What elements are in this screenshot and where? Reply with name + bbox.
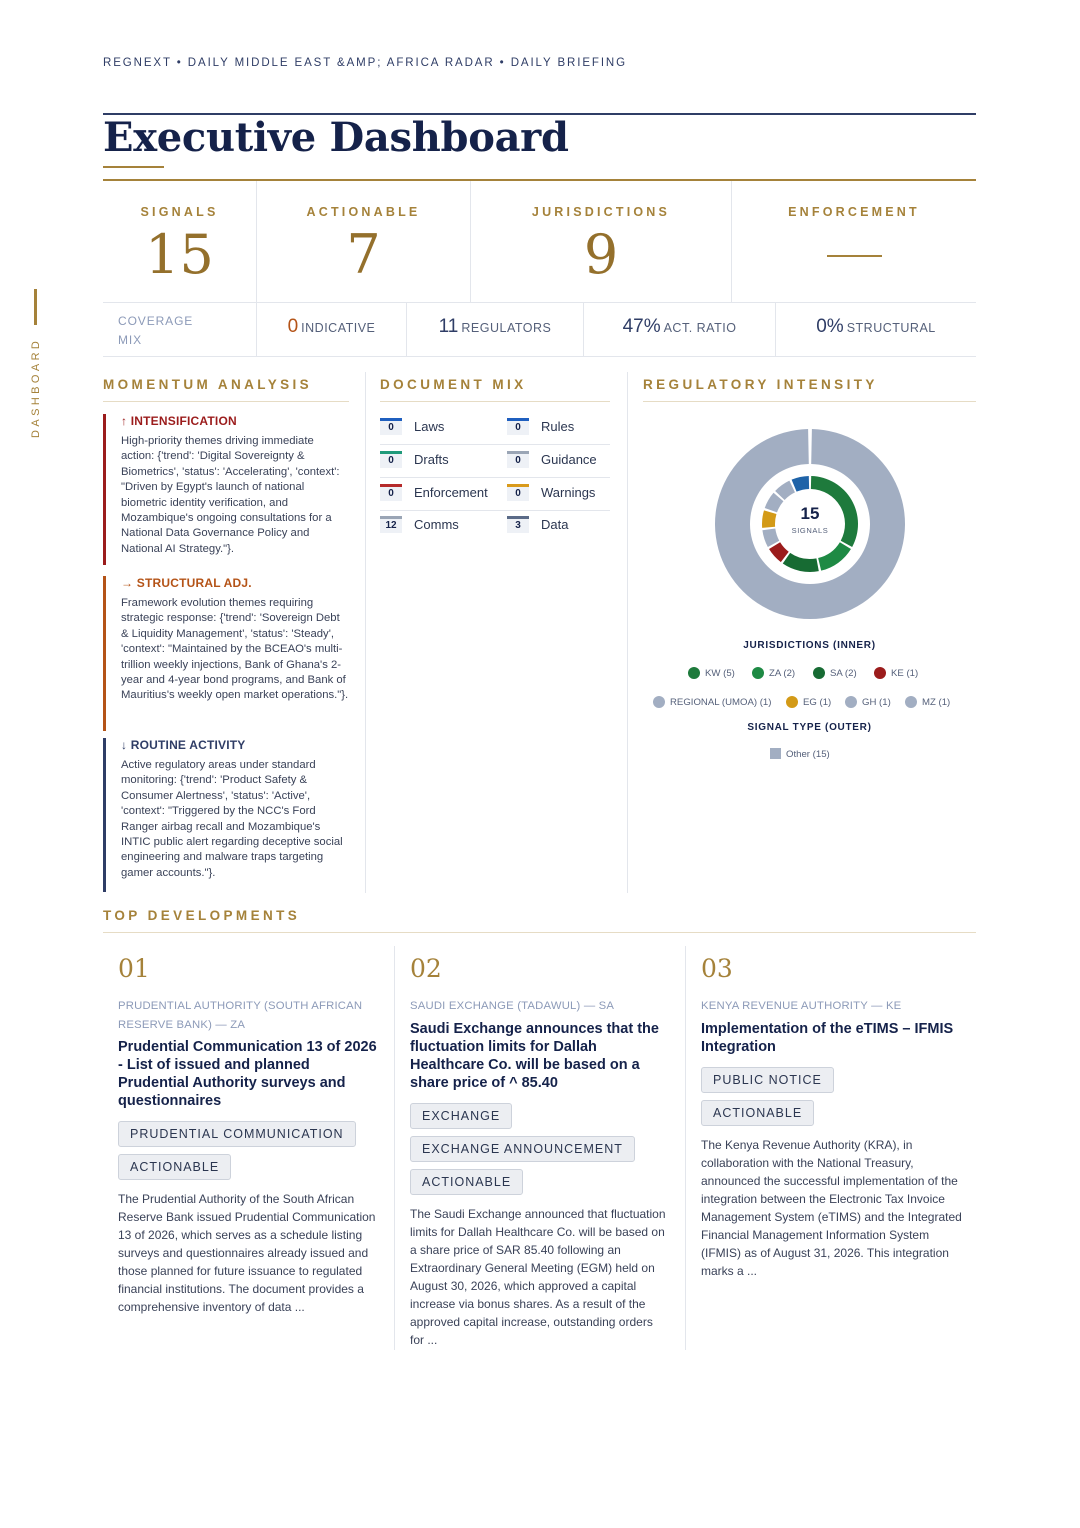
kpi-empty-dash bbox=[827, 255, 882, 257]
momentum-body: Framework evolution themes requiring strategic response: {'trend': 'Sovereign Debt & Liquidity Management', 'status': 'Steady', 'context': "Maintained by the BCEAO's multi-trillion weekly injections, Bank of Ghana's 2-year and 4-year bond programs, and Bank of Mauritius's weekly open market operations."}. bbox=[121, 597, 349, 702]
coverage-structural bbox=[776, 316, 976, 346]
coverage-value: 11 bbox=[438, 316, 459, 337]
card-title[interactable]: Saudi Exchange announces that the fluctuation limits for Dallah Healthcare Co. will be based on a share price of ^ 85.40 bbox=[410, 1020, 659, 1091]
divider bbox=[380, 477, 610, 478]
kpi-value: 15 bbox=[145, 223, 214, 286]
legend-label: EG (1) bbox=[803, 697, 832, 708]
inner-slice-5 bbox=[762, 529, 779, 547]
legend-label: KW (5) bbox=[705, 668, 735, 679]
card-number: 03 bbox=[701, 954, 733, 983]
legend-swatch bbox=[653, 696, 665, 708]
card-source: SAUDI EXCHANGE (TADAWUL) — SA bbox=[410, 1000, 615, 1012]
card-tag[interactable]: PRUDENTIAL COMMUNICATION bbox=[118, 1121, 356, 1147]
card-title[interactable]: Implementation of the eTIMS – IFMIS Integration bbox=[701, 1020, 954, 1055]
card-tag[interactable]: PUBLIC NOTICE bbox=[701, 1067, 834, 1093]
coverage-regulators bbox=[407, 316, 583, 346]
legend-label: KE (1) bbox=[891, 668, 919, 679]
card-source: KENYA REVENUE AUTHORITY — KE bbox=[701, 1000, 902, 1012]
outer-legend-title: SIGNAL TYPE (OUTER) bbox=[747, 722, 872, 733]
inner-slice-6 bbox=[762, 510, 776, 528]
legend-swatch bbox=[688, 667, 700, 679]
section-rule bbox=[103, 932, 976, 933]
doc-type-label: Rules bbox=[541, 419, 575, 434]
doc-type-label: Comms bbox=[414, 517, 459, 532]
doc-count-badge: 3 bbox=[507, 516, 529, 533]
kpi-signals bbox=[103, 181, 256, 302]
kpi-label: ENFORCEMENT bbox=[788, 205, 920, 219]
breadcrumb: REGNEXT • DAILY MIDDLE EAST &AMP; AFRICA RADAR • DAILY BRIEFING bbox=[103, 57, 627, 69]
inner-legend-item bbox=[752, 667, 795, 679]
doc-type-label: Drafts bbox=[414, 452, 449, 467]
card-title[interactable]: Prudential Communication 13 of 2026 - List of issued and planned Prudential Authority surveys and questionnaires bbox=[118, 1039, 377, 1109]
coverage-label: COVERAGE MIX bbox=[118, 314, 194, 347]
card-tag[interactable]: ACTIONABLE bbox=[701, 1100, 814, 1126]
divider bbox=[380, 444, 610, 445]
divider bbox=[365, 372, 366, 893]
inner-slice-3 bbox=[783, 553, 819, 572]
inner-legend-item bbox=[905, 696, 950, 708]
doc-type-label: Guidance bbox=[541, 452, 597, 467]
doc-count-badge: 0 bbox=[507, 451, 529, 468]
divider bbox=[627, 372, 628, 893]
divider bbox=[103, 302, 976, 303]
doc-count-badge: 0 bbox=[380, 418, 402, 435]
divider bbox=[394, 946, 395, 1350]
legend-swatch bbox=[845, 696, 857, 708]
development-card-2[interactable] bbox=[410, 946, 668, 1350]
card-description: The Prudential Authority of the South African Reserve Bank issued Prudential Communication 13 of 2026, which serves as a schedule listing surveys and questionnaires already issued and those planned for future issuance to regulated financial institutions. The document provides a comprehensive inventory of data ... bbox=[118, 1192, 376, 1314]
inner-slice-2 bbox=[818, 542, 851, 570]
page-title: Executive Dashboard bbox=[103, 114, 569, 161]
coverage-text: STRUCTURAL bbox=[846, 321, 936, 335]
card-number: 01 bbox=[118, 954, 150, 983]
inner-legend-title: JURISDICTIONS (INNER) bbox=[743, 640, 876, 651]
coverage-text: INDICATIVE bbox=[301, 321, 376, 335]
momentum-intensification bbox=[103, 414, 349, 565]
kpi-label: SIGNALS bbox=[140, 205, 219, 219]
doc-count-badge: 12 bbox=[380, 516, 402, 533]
kpi-value: 9 bbox=[583, 223, 619, 286]
momentum-heading: ↑ INTENSIFICATION bbox=[121, 414, 237, 428]
doc-count-badge: 0 bbox=[507, 484, 529, 501]
inner-legend-item bbox=[845, 696, 891, 708]
kpi-actionable bbox=[257, 181, 470, 302]
coverage-text: ACT. RATIO bbox=[663, 321, 737, 335]
card-tag[interactable]: ACTIONABLE bbox=[118, 1154, 231, 1180]
momentum-structural bbox=[103, 576, 349, 731]
top-developments-title: TOP DEVELOPMENTS bbox=[103, 908, 301, 923]
card-tag[interactable]: ACTIONABLE bbox=[410, 1169, 523, 1195]
kpi-enforcement bbox=[732, 181, 976, 302]
momentum-heading: → STRUCTURAL ADJ. bbox=[121, 576, 252, 590]
outer-slice-1 bbox=[715, 429, 905, 619]
legend-swatch bbox=[752, 667, 764, 679]
card-number: 02 bbox=[410, 954, 442, 983]
kpi-value: 7 bbox=[346, 223, 381, 286]
intensity-title: REGULATORY INTENSITY bbox=[643, 377, 878, 392]
inner-legend-item bbox=[653, 696, 771, 708]
divider bbox=[380, 510, 610, 511]
inner-slice-4 bbox=[769, 542, 789, 562]
doc-count-badge: 0 bbox=[380, 451, 402, 468]
legend-swatch bbox=[874, 667, 886, 679]
legend-label: ZA (2) bbox=[769, 668, 796, 679]
coverage-value: 0 bbox=[287, 316, 299, 337]
momentum-heading: ↓ ROUTINE ACTIVITY bbox=[121, 738, 246, 752]
coverage-indicative bbox=[257, 316, 406, 346]
legend-label: REGIONAL (UMOA) (1) bbox=[670, 697, 772, 708]
legend-swatch bbox=[786, 696, 798, 708]
card-description: The Saudi Exchange announced that fluctuation limits for Dallah Healthcare Co. will be based on a share price of SAR 85.40 following an Extraordinary General Meeting (EGM) held on August 30, 2026, which approved a capital increase via bonus shares. As a result of the approved capital increase, outstanding orders for ... bbox=[410, 1206, 666, 1347]
inner-legend-item bbox=[874, 667, 918, 679]
side-section-label: DASHBOARD bbox=[30, 337, 42, 438]
legend-label: MZ (1) bbox=[922, 697, 951, 708]
coverage-value: 47% bbox=[622, 316, 661, 337]
momentum-routine bbox=[103, 738, 349, 892]
development-card-1[interactable] bbox=[118, 946, 378, 1350]
doc-type-label: Enforcement bbox=[414, 485, 488, 500]
card-source: PRUDENTIAL AUTHORITY (SOUTH AFRICAN RESERVE BANK) — ZA bbox=[118, 1000, 363, 1031]
donut-center-label: SIGNALS bbox=[791, 526, 829, 535]
intensity-donut-chart bbox=[710, 424, 910, 624]
title-underline bbox=[103, 166, 164, 168]
inner-legend-item bbox=[813, 667, 857, 679]
divider bbox=[103, 356, 976, 357]
kpi-label: ACTIONABLE bbox=[306, 205, 421, 219]
doc-type-label: Data bbox=[541, 517, 569, 532]
inner-slice-9 bbox=[792, 476, 810, 492]
inner-legend-item bbox=[786, 696, 831, 708]
coverage-text: REGULATORS bbox=[461, 321, 552, 335]
divider bbox=[685, 946, 686, 1350]
document-mix-title: DOCUMENT MIX bbox=[380, 377, 527, 392]
development-card-3[interactable] bbox=[701, 946, 963, 1350]
inner-legend-item bbox=[688, 667, 735, 679]
kpi-label: JURISDICTIONS bbox=[531, 205, 671, 219]
legend-swatch bbox=[905, 696, 917, 708]
section-rule bbox=[380, 401, 610, 402]
card-tag[interactable]: EXCHANGE ANNOUNCEMENT bbox=[410, 1136, 635, 1162]
doc-type-label: Warnings bbox=[541, 485, 596, 500]
doc-count-badge: 0 bbox=[380, 484, 402, 501]
side-accent-bar bbox=[34, 289, 37, 325]
legend-swatch bbox=[813, 667, 825, 679]
section-rule bbox=[643, 401, 976, 402]
card-description: The Kenya Revenue Authority (KRA), in collaboration with the National Treasury, announced the successful implementation of the integration between the Electronic Tax Invoice Management System (eTIMS) and the Integrated Financial Management Information System (IFMIS) as of August 31, 2026. This integration marks a ... bbox=[701, 1137, 962, 1278]
doc-count-badge: 0 bbox=[507, 418, 529, 435]
momentum-title: MOMENTUM ANALYSIS bbox=[103, 377, 313, 392]
coverage-value: 0% bbox=[816, 316, 844, 337]
momentum-body: Active regulatory areas under standard monitoring: {'trend': 'Product Safety & Consumer Alertness', 'status': 'Active', 'context': "Triggered by the NCC's Ford Ranger airbag recall and Mozambique's INTIC public alert regarding deceptive social engineering and malware traps targeting gamer accounts."}. bbox=[121, 759, 343, 879]
legend-label: SA (2) bbox=[830, 668, 857, 679]
coverage-act-ratio bbox=[584, 316, 775, 346]
legend-swatch bbox=[770, 748, 781, 759]
donut-center-value: 15 bbox=[800, 504, 820, 523]
outer-legend-item bbox=[770, 748, 830, 760]
doc-type-label: Laws bbox=[414, 419, 445, 434]
momentum-body: High-priority themes driving immediate action: {'trend': 'Digital Sovereignty & Biometrics', 'status': 'Accelerating', 'context': "Driven by Egypt's launch of national biometric identity verification, and Mozambique's ongoing consultations for a National Data Governance Policy and National AI Strategy."}. bbox=[121, 435, 340, 555]
kpi-jurisdictions bbox=[471, 181, 731, 302]
legend-label: Other (15) bbox=[786, 749, 830, 760]
legend-label: GH (1) bbox=[862, 697, 891, 708]
card-tag[interactable]: EXCHANGE bbox=[410, 1103, 512, 1129]
section-rule bbox=[103, 401, 349, 402]
